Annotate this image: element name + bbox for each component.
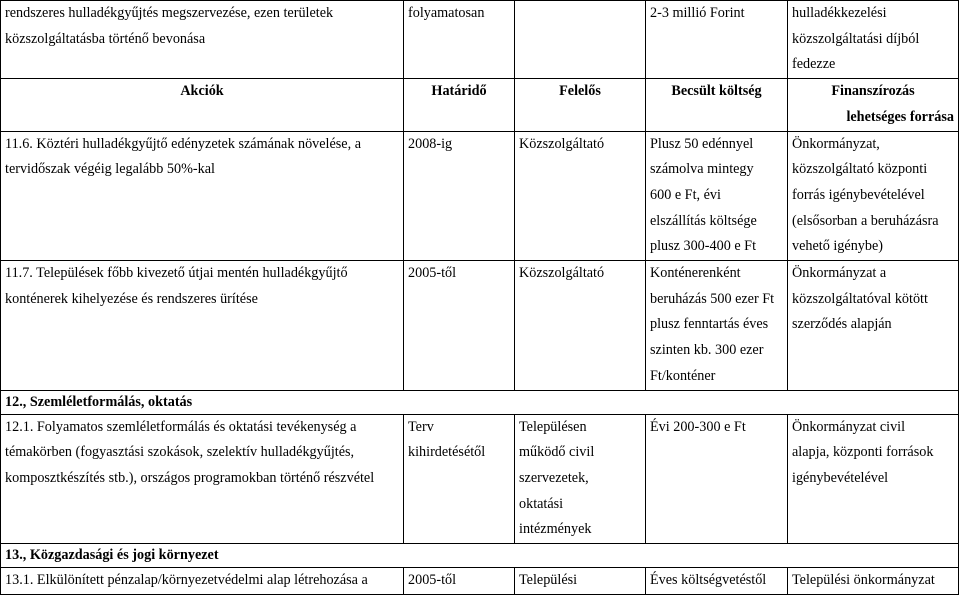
action-cell: 11.6. Köztéri hulladékgyűjtő edényzetek számának növelése, a tervidőszak végéig legalább 50%-kal	[1, 131, 404, 261]
section-13-title: 13., Közgazdasági és jogi környezet	[1, 544, 959, 568]
table-row	[1, 414, 959, 544]
table-row	[1, 261, 959, 391]
deadline-cell: 2005-től	[404, 261, 515, 391]
header-row	[1, 79, 959, 131]
responsible-cell: Közszolgáltató	[515, 261, 646, 391]
section-title-row	[1, 390, 959, 414]
action-cell: 13.1. Elkülönített pénzalap/környezetvédelmi alap létrehozása a	[1, 568, 404, 595]
deadline-cell: 2008-ig	[404, 131, 515, 261]
header-responsible: Felelős	[515, 79, 646, 131]
funding-cell: Önkormányzat civil alapja, központi források igénybevételével	[788, 414, 959, 544]
cost-cell: Éves költségvetéstől	[646, 568, 788, 595]
section-12-title: 12., Szemléletformálás, oktatás	[1, 390, 959, 414]
responsible-cell: Települési	[515, 568, 646, 595]
header-actions: Akciók	[1, 79, 404, 131]
section-title-row	[1, 544, 959, 568]
cost-cell: Évi 200-300 e Ft	[646, 414, 788, 544]
table-row	[1, 568, 959, 595]
funding-cell: Önkormányzat, közszolgáltató központi forrás igénybevételével (elsősorban a beruházásra vehető igénybe)	[788, 131, 959, 261]
deadline-cell: Terv kihirdetésétől	[404, 414, 515, 544]
funding-cell: Települési önkormányzat	[788, 568, 959, 595]
funding-cell: Önkormányzat a közszolgáltatóval kötött szerződés alapján	[788, 261, 959, 391]
action-cell: rendszeres hulladékgyűjtés megszervezése, ezen területek közszolgáltatásba történő bevonása	[1, 1, 404, 79]
deadline-cell: folyamatosan	[404, 1, 515, 79]
cost-cell: 2-3 millió Forint	[646, 1, 788, 79]
header-cost: Becsült költség	[646, 79, 788, 131]
action-cell: 11.7. Települések főbb kivezető útjai mentén hulladékgyűjtő konténerek kihelyezése és rendszeres ürítése	[1, 261, 404, 391]
funding-cell: hulladékkezelési közszolgáltatási díjból fedezze	[788, 1, 959, 79]
cost-cell: Konténerenként beruházás 500 ezer Ft plusz fenntartás éves szinten kb. 300 ezer Ft/konténer	[646, 261, 788, 391]
header-deadline: Határidő	[404, 79, 515, 131]
responsible-cell: Közszolgáltató	[515, 131, 646, 261]
header-funding: Finanszírozás lehetséges forrása	[788, 79, 959, 131]
responsible-cell	[515, 1, 646, 79]
cost-cell: Plusz 50 edénnyel számolva mintegy 600 e Ft, évi elszállítás költsége plusz 300-400 e Ft	[646, 131, 788, 261]
table-row	[1, 131, 959, 261]
table-row	[1, 1, 959, 79]
responsible-cell: Településen működő civil szervezetek, oktatási intézmények	[515, 414, 646, 544]
deadline-cell: 2005-től	[404, 568, 515, 595]
action-cell: 12.1. Folyamatos szemléletformálás és oktatási tevékenység a témakörben (fogyasztási szokások, szelektív hulladékgyűjtés, komposztkészítés stb.), országos programokban történő részvétel	[1, 414, 404, 544]
